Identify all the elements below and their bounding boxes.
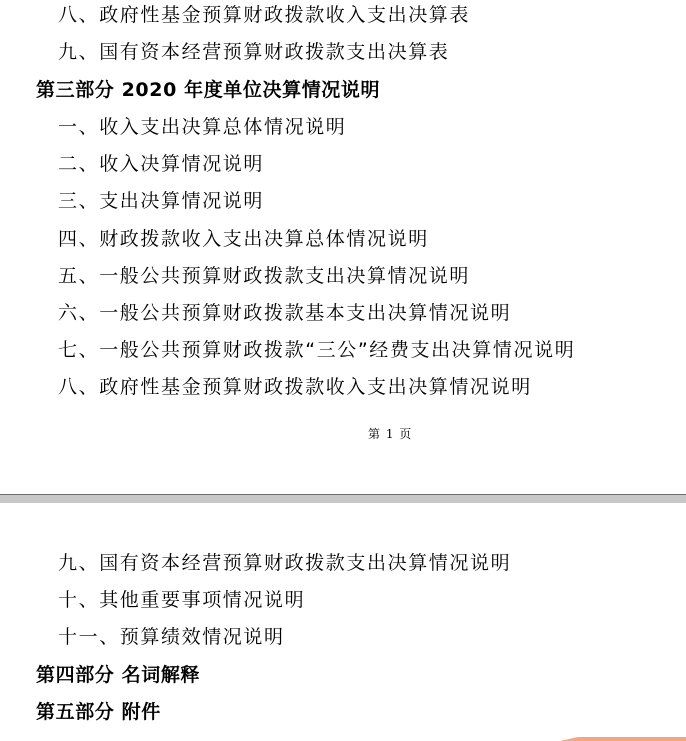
toc-subitem: 十、其他重要事项情况说明 [58, 589, 306, 611]
toc-item: 九、国有资本经营预算财政拨款支出决算表 [58, 41, 450, 63]
page-separator [0, 494, 686, 503]
section-heading: 第三部分 2020 年度单位决算情况说明 [36, 79, 381, 101]
corner-mark-icon [560, 737, 686, 741]
toc-subitem: 十一、预算绩效情况说明 [58, 626, 285, 648]
toc-subitem: 三、支出决算情况说明 [58, 190, 265, 212]
toc-subitem: 四、财政拨款收入支出决算总体情况说明 [58, 228, 429, 250]
page-number: 第 1 页 [368, 427, 413, 441]
section-heading: 第五部分 附件 [36, 701, 161, 723]
section-heading: 第四部分 名词解释 [36, 664, 201, 686]
toc-subitem: 九、国有资本经营预算财政拨款支出决算情况说明 [58, 552, 512, 574]
toc-subitem: 二、收入决算情况说明 [58, 153, 265, 175]
toc-subitem: 八、政府性基金预算财政拨款收入支出决算情况说明 [58, 376, 532, 398]
toc-subitem: 六、一般公共预算财政拨款基本支出决算情况说明 [58, 302, 512, 324]
toc-subitem: 七、一般公共预算财政拨款“三公”经费支出决算情况说明 [58, 339, 576, 361]
toc-subitem: 五、一般公共预算财政拨款支出决算情况说明 [58, 265, 471, 287]
toc-subitem: 一、收入支出决算总体情况说明 [58, 116, 347, 138]
document-page-2 [0, 503, 686, 741]
toc-item: 八、政府性基金预算财政拨款收入支出决算表 [58, 4, 471, 26]
